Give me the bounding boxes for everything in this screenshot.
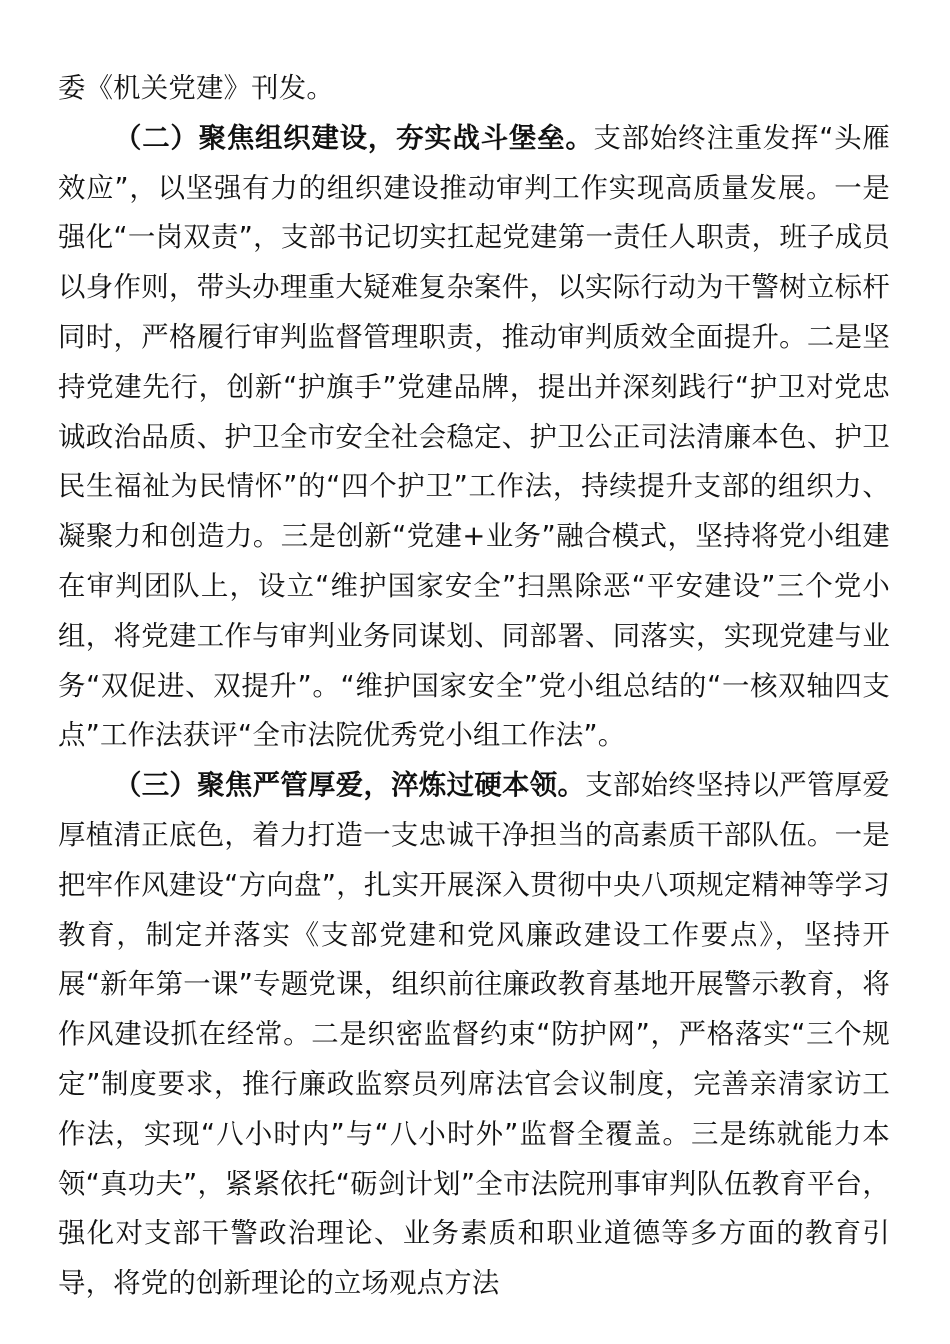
section-3-heading: （三）聚焦严管厚爱，淬炼过硬本领。 [114, 770, 586, 802]
intro-text: 委《机关党建》刊发。 [58, 73, 334, 104]
section-2-paragraph [58, 114, 890, 761]
section-2-heading: （二）聚焦组织建设，夯实战斗堡垒。 [114, 122, 594, 154]
document-page [58, 64, 890, 1309]
section-3-paragraph [58, 761, 890, 1309]
section-2-body: 支部始终注重发挥“头雁效应”，以坚强有力的组织建设推动审判工作实现高质量发展。一是强化“一岗双责”，支部书记切实扛起党建第一责任人职责，班子成员以身作则，带头办理重大疑难复杂案件，以实际行动为干警树立标杆同时，严格履行审判监督管理职责，推动审判质效全面提升。二是坚持党建先行，创新“护旗手”党建品牌，提出并深刻践行“护卫对党忠诚政治品质、护卫全市安全社会稳定、护卫公正司法清廉本色、护卫民生福祉为民情怀”的“四个护卫”工作法，持续提升支部的组织力、凝聚力和创造力。三是创新“党建+业务”融合模式，坚持将党小组建在审判团队上，设立“维护国家安全”扫黑除恶“平安建设”三个党小组，将党建工作与审判业务同谋划、同部署、同落实，实现党建与业务“双促进、双提升”。“维护国家安全”党小组总结的“一核双轴四支点”工作法获评“全市法院优秀党小组工作法”。 [58, 122, 890, 752]
intro-paragraph [58, 64, 890, 114]
section-3-body: 支部始终坚持以严管厚爱厚植清正底色，着力打造一支忠诚干净担当的高素质干部队伍。一是把牢作风建设“方向盘”，扎实开展深入贯彻中央八项规定精神等学习教育，制定并落实《支部党建和党风廉政建设工作要点》，坚持开展“新年第一课”专题党课，组织前往廉政教育基地开展警示教育，将作风建设抓在经常。二是织密监督约束“防护网”，严格落实“三个规定”制度要求，推行廉政监察员列席法官会议制度，完善亲清家访工作法，实现“八小时内”与“八小时外”监督全覆盖。三是练就能力本领“真功夫”，紧紧依托“砺剑计划”全市法院刑事审判队伍教育平台，强化对支部干警政治理论、业务素质和职业道德等多方面的教育引导，将党的创新理论的立场观点方法 [58, 770, 890, 1300]
